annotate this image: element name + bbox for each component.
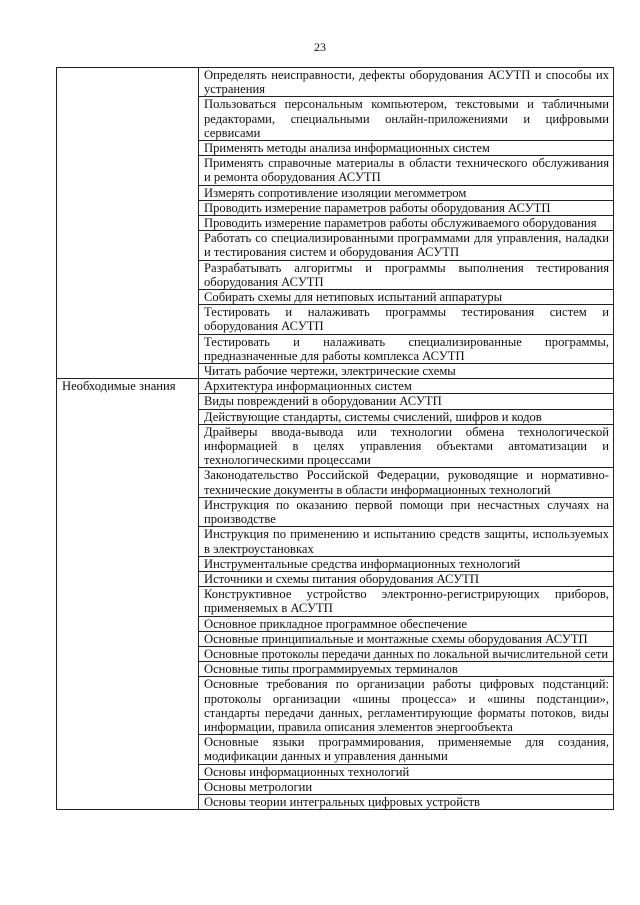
requirement-item: Работать со специализированными программами для управления, наладки и тестирования систем и оборудования АСУТП: [199, 231, 614, 260]
requirement-item: Основы информационных технологий: [199, 764, 614, 779]
requirement-item: Основное прикладное программное обеспечение: [199, 616, 614, 631]
requirement-item: Инструкция по применению и испытанию средств защиты, используемых в электроустановках: [199, 527, 614, 556]
table-row: [57, 68, 614, 97]
requirement-item: Тестировать и налаживать программы тестирования систем и оборудования АСУТП: [199, 305, 614, 334]
requirement-item: Драйверы ввода-вывода или технологии обмена технологической информацией в целях управления объектами автоматизации и технологическими процессами: [199, 424, 614, 468]
category-cell-knowledge: Необходимые знания: [57, 379, 199, 810]
category-cell-skills: [57, 68, 199, 379]
requirement-item: Проводить измерение параметров работы оборудования АСУТП: [199, 200, 614, 215]
requirement-item: Измерять сопротивление изоляции мегомметром: [199, 185, 614, 200]
requirement-item: Читать рабочие чертежи, электрические схемы: [199, 364, 614, 379]
requirement-item: Собирать схемы для нетиповых испытаний аппаратуры: [199, 290, 614, 305]
requirement-item: Тестировать и налаживать специализированные программы, предназначенные для работы комплекса АСУТП: [199, 334, 614, 363]
requirement-item: Определять неисправности, дефекты оборудования АСУТП и способы их устранения: [199, 68, 614, 97]
requirement-item: Виды повреждений в оборудовании АСУТП: [199, 394, 614, 409]
requirements-table: [56, 67, 614, 810]
requirement-item: Архитектура информационных систем: [199, 379, 614, 394]
requirement-item: Основные протоколы передачи данных по локальной вычислительной сети: [199, 646, 614, 661]
requirement-item: Разрабатывать алгоритмы и программы выполнения тестирования оборудования АСУТП: [199, 260, 614, 289]
requirement-item: Законодательство Российской Федерации, руководящие и нормативно-технические документы в области информационных технологий: [199, 468, 614, 497]
requirement-item: Основные принципиальные и монтажные схемы оборудования АСУТП: [199, 631, 614, 646]
requirement-item: Основные языки программирования, применяемые для создания, модификации данных и управления данными: [199, 735, 614, 764]
requirement-item: Источники и схемы питания оборудования АСУТП: [199, 571, 614, 586]
requirement-item: Проводить измерение параметров работы обслуживаемого оборудования: [199, 216, 614, 231]
requirement-item: Конструктивное устройство электронно-регистрирующих приборов, применяемых в АСУТП: [199, 587, 614, 616]
requirement-item: Основы теории интегральных цифровых устройств: [199, 794, 614, 809]
requirement-item: Инструкция по оказанию первой помощи при несчастных случаях на производстве: [199, 497, 614, 526]
requirement-item: Основы метрологии: [199, 779, 614, 794]
requirement-item: Применять методы анализа информационных систем: [199, 141, 614, 156]
table-row: [57, 379, 614, 394]
requirement-item: Инструментальные средства информационных технологий: [199, 556, 614, 571]
requirement-item: Основные типы программируемых терминалов: [199, 662, 614, 677]
requirement-item: Действующие стандарты, системы счислений, шифров и кодов: [199, 409, 614, 424]
requirement-item: Применять справочные материалы в области технического обслуживания и ремонта оборудования АСУТП: [199, 156, 614, 185]
requirement-item: Пользоваться персональным компьютером, текстовыми и табличными редакторами, специальными онлайн-приложениями и цифровыми сервисами: [199, 97, 614, 141]
requirement-item: Основные требования по организации работы цифровых подстанций: протоколы организации «шины процесса» и «шины подстанции», стандарты передачи данных, регламентирующие форматы потоков, виды информации, правила описания элементов энергообъекта: [199, 677, 614, 735]
page-number: 23: [314, 40, 326, 54]
